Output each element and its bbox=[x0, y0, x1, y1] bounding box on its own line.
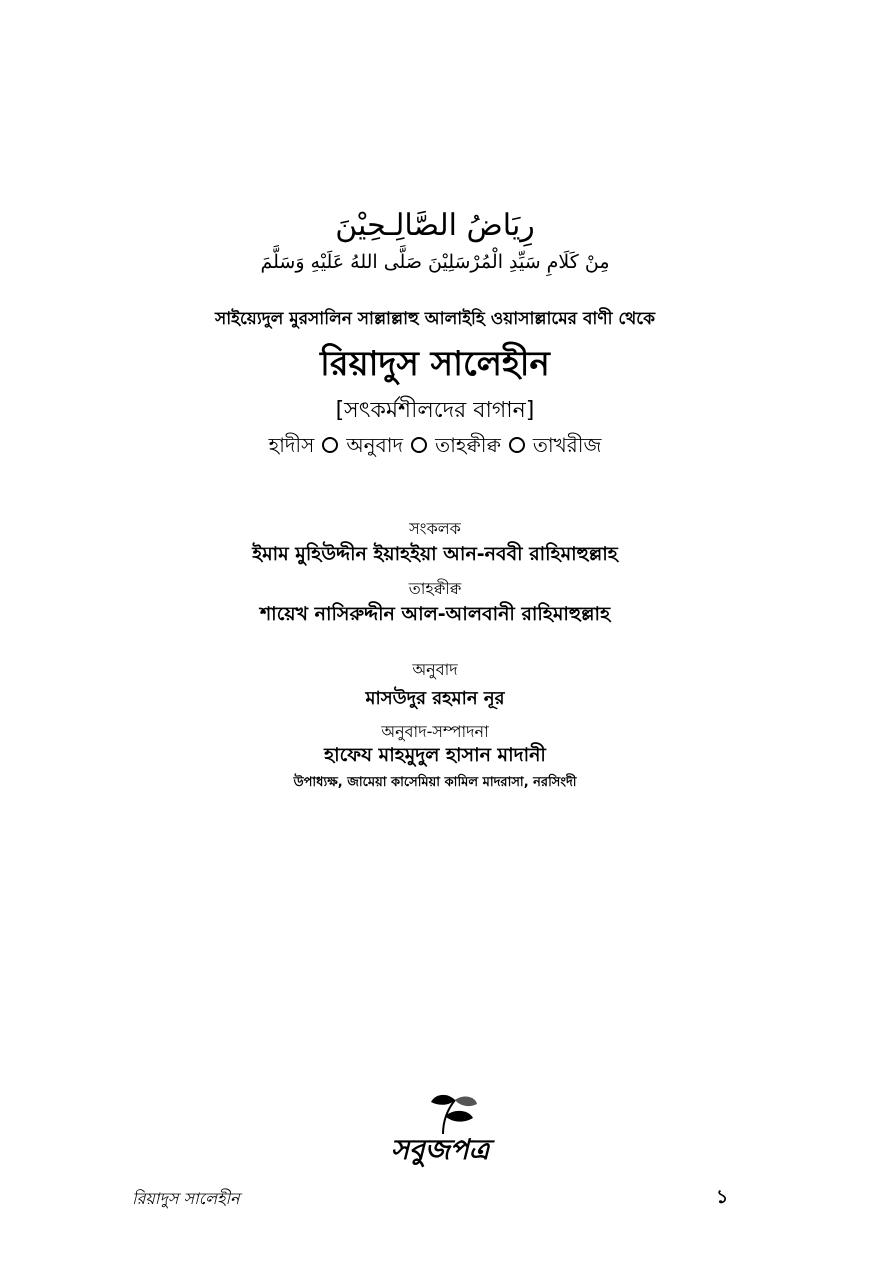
publisher-name: সবুজপত্র bbox=[390, 1133, 490, 1166]
feature-item: অনুবাদ bbox=[346, 433, 404, 457]
arabic-title: رِيَاضُ الصَّالِـحِيْنَ bbox=[335, 208, 535, 243]
page-number: ১ bbox=[716, 1186, 729, 1208]
circle-separator-icon bbox=[322, 437, 338, 453]
book-subtitle: [সৎকর্মশীলদের বাগান] bbox=[335, 398, 535, 423]
main-title: রিয়াদুস সালেহীন bbox=[320, 344, 550, 384]
intro-line: সাইয়্যেদুল মুরসালিন সাল্লাল্লাহু আলাইহি ওয়াসাল্লামের বাণী থেকে bbox=[214, 309, 656, 329]
compiler-name: ইমাম মুহিউদ্দীন ইয়াহইয়া আন-নববী রাহিমাহুল্লাহ bbox=[252, 543, 618, 565]
compiler-label: সংকলক bbox=[409, 519, 461, 538]
editor-affiliation: উপাধ্যক্ষ, জামেয়া কাসেমিয়া কামিল মাদরাসা, নরসিংদী bbox=[293, 775, 577, 790]
feature-item: হাদীস bbox=[268, 433, 315, 457]
circle-separator-icon bbox=[411, 437, 427, 453]
footer-book-title: রিয়াদুস সালেহীন bbox=[132, 1189, 240, 1208]
verifier-name: শায়েখ নাসিরুদ্দীন আল-আলবানী রাহিমাহুল্লাহ bbox=[259, 603, 611, 625]
translator-name: মাসউদুর রহমান নূর bbox=[365, 688, 505, 709]
editing-label: অনুবাদ-সম্পাদনা bbox=[381, 722, 489, 741]
verifier-label: তাহক্বীক্ব bbox=[408, 579, 462, 598]
circle-separator-icon bbox=[509, 437, 525, 453]
publisher-logo bbox=[385, 1090, 495, 1180]
feature-list bbox=[0, 431, 870, 464]
editor-name: হাফেয মাহমুদুল হাসান মাদানী bbox=[324, 744, 546, 766]
translation-label: অনুবাদ bbox=[412, 660, 458, 679]
feature-item: তাহক্বীক্ব bbox=[435, 433, 501, 457]
feature-item: তাখরীজ bbox=[532, 433, 602, 457]
arabic-subtitle: مِنْ كَلَامِ سَيِّدِ الْمُرْسَلِيْنَ صَلَّى اللهُ عَلَيْهِ وَسَلَّمَ bbox=[260, 251, 610, 273]
